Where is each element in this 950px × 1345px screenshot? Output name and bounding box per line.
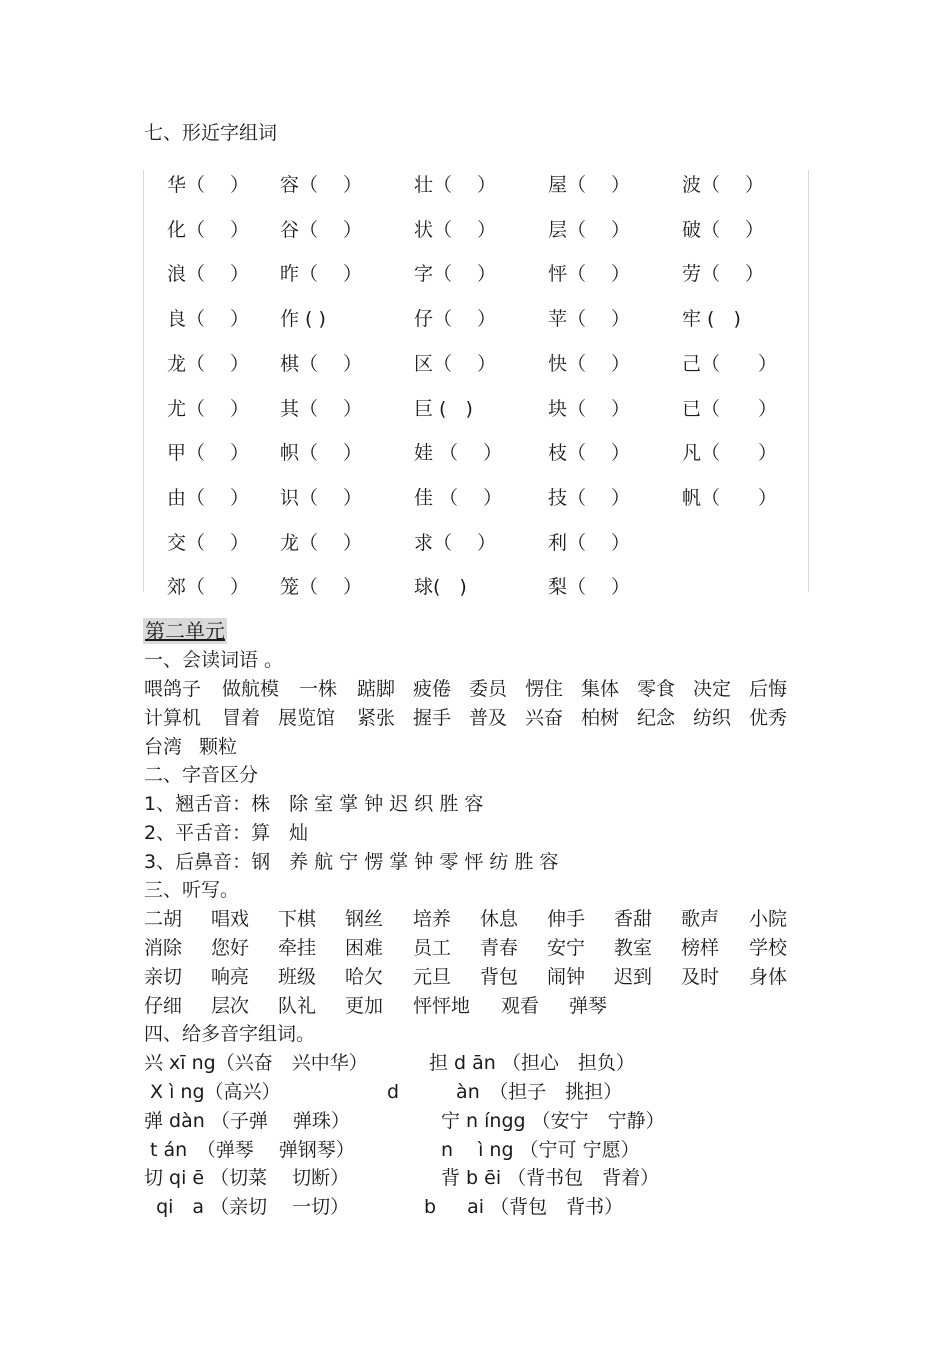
word: 计算机	[144, 707, 202, 729]
word: 仔细	[144, 995, 183, 1017]
grid-cell: 求（ ）	[414, 531, 497, 554]
grid-cell: 怦（ ）	[548, 263, 631, 286]
grid-cell: 化（ ）	[167, 218, 250, 241]
polyphone-left: 弹 dàn （子弹 弹珠）	[144, 1110, 350, 1132]
word-grid	[143, 170, 809, 599]
grid-cell: 龙（ ）	[167, 352, 250, 375]
grid-cell: 己（ ）	[682, 352, 778, 375]
word: 愣住	[525, 678, 564, 700]
word: 柏树	[581, 707, 620, 729]
grid-cell: 状（ ）	[414, 218, 497, 241]
grid-cell: 巨 ( )	[414, 397, 473, 420]
grid-cell: 苹（ ）	[548, 308, 631, 331]
pronunciation-line: 2、平舌音：算 灿	[144, 822, 309, 844]
grid-cell: 棋（ ）	[280, 352, 363, 375]
word: 香甜	[614, 908, 653, 930]
word: 钢丝	[345, 908, 384, 930]
polyphone-right: 宁 n íngg （安宁 宁静）	[441, 1110, 665, 1132]
word: 消除	[144, 937, 183, 959]
word: 紧张	[357, 707, 396, 729]
word: 榜样	[681, 937, 720, 959]
word: 困难	[345, 937, 384, 959]
grid-cell: 破（ ）	[682, 218, 765, 241]
grid-cell: 块（ ）	[548, 397, 631, 420]
grid-cell: 屋（ ）	[548, 174, 631, 196]
word: 您好	[211, 937, 250, 959]
word: 踮脚	[357, 678, 396, 700]
word: 学校	[749, 937, 788, 959]
grid-cell: 区（ ）	[414, 352, 497, 375]
word: 伸手	[547, 908, 586, 930]
subsection-title: 一、会读词语 。	[144, 649, 284, 671]
word: 观看	[501, 995, 540, 1017]
word: 更加	[345, 995, 384, 1017]
word: 优秀	[749, 707, 788, 729]
grid-cell: 帜（ ）	[280, 442, 363, 465]
word: 闹钟	[547, 966, 586, 988]
grid-cell: 华（ ）	[167, 174, 250, 196]
word: 唱戏	[211, 908, 250, 930]
word: 员工	[413, 937, 452, 959]
grid-cell: 由（ ）	[167, 486, 250, 509]
word: 展览馆	[278, 707, 336, 729]
grid-cell: 球( )	[414, 576, 467, 599]
polyphone-left: t án （弹琴 弹钢琴）	[144, 1139, 355, 1161]
word: 握手	[413, 707, 452, 729]
word: 普及	[469, 707, 508, 729]
word: 弹琴	[569, 995, 608, 1017]
word: 迟到	[614, 966, 653, 988]
polyphone-right: b ai （背包 背书）	[424, 1196, 624, 1218]
grid-cell: 龙（ ）	[280, 531, 363, 554]
pronunciation-line: 3、后鼻音：钢 养 航 宁 愣 掌 钟 零 怦 纺 胜 容	[144, 851, 559, 873]
word: 怦怦地	[413, 995, 471, 1017]
grid-cell: 郊（ ）	[167, 576, 250, 599]
word: 颗粒	[199, 736, 238, 758]
grid-cell: 已（ ）	[682, 397, 778, 420]
polyphone-left: 兴 xī ng（兴奋 兴中华）	[144, 1052, 368, 1074]
word: 安宁	[547, 937, 586, 959]
word: 队礼	[278, 995, 317, 1017]
grid-cell: 容（ ）	[280, 174, 363, 196]
word: 决定	[693, 678, 732, 700]
grid-cell: 作 ( )	[280, 308, 326, 331]
grid-cell: 枝（ ）	[548, 442, 631, 465]
word: 身体	[749, 966, 788, 988]
polyphone-right: 背 b ēi （背书包 背着）	[441, 1167, 660, 1189]
grid-cell: 昨（ ）	[280, 263, 363, 286]
word: 二胡	[144, 908, 183, 930]
word: 班级	[278, 966, 317, 988]
polyphone-right: d àn （担子 挑担）	[387, 1081, 623, 1103]
section-title: 七、形近字组词	[144, 122, 278, 144]
word: 歌声	[681, 908, 720, 930]
polyphone-right: 担 d ān （担心 担负）	[429, 1052, 635, 1074]
word: 集体	[581, 678, 620, 700]
word: 后悔	[749, 678, 788, 700]
grid-cell: 甲（ ）	[167, 442, 250, 465]
word: 一株	[299, 678, 338, 700]
word: 喂鸽子	[144, 678, 202, 700]
grid-cell: 其（ ）	[280, 397, 363, 420]
word: 下棋	[278, 908, 317, 930]
word: 牵挂	[278, 937, 317, 959]
grid-cell: 交（ ）	[167, 531, 250, 554]
word: 元旦	[413, 966, 452, 988]
grid-cell: 利（ ）	[548, 531, 631, 554]
grid-cell: 浪（ ）	[167, 263, 250, 286]
word: 及时	[681, 966, 720, 988]
grid-cell: 快（ ）	[548, 352, 631, 375]
grid-cell: 仔（ ）	[414, 308, 497, 331]
unit-title: 第二单元	[145, 619, 225, 643]
grid-cell: 技（ ）	[548, 486, 631, 509]
word: 零食	[637, 678, 676, 700]
word: 培养	[413, 908, 452, 930]
word: 纺织	[693, 707, 732, 729]
word: 纪念	[637, 707, 676, 729]
polyphone-left: X ì ng（高兴）	[144, 1081, 281, 1103]
subsection-title: 三、听写。	[144, 879, 240, 901]
polyphone-left: 切 qi ē （切菜 切断）	[144, 1167, 350, 1189]
word: 做航模	[222, 678, 280, 700]
grid-cell: 良（ ）	[167, 308, 250, 331]
grid-cell: 尤（ ）	[167, 397, 250, 420]
word: 冒着	[222, 707, 261, 729]
grid-cell: 壮（ ）	[414, 174, 497, 196]
grid-cell: 牢 ( )	[682, 308, 741, 331]
pronunciation-line: 1、翘舌音：株 除 室 掌 钟 迟 织 胜 容	[144, 793, 484, 815]
grid-cell: 梨（ ）	[548, 576, 631, 599]
word: 教室	[614, 937, 653, 959]
grid-cell: 层（ ）	[548, 218, 631, 241]
word: 青春	[480, 937, 519, 959]
word: 休息	[480, 908, 519, 930]
word: 兴奋	[525, 707, 564, 729]
grid-cell: 波（ ）	[682, 174, 765, 196]
word: 层次	[211, 995, 250, 1017]
word: 哈欠	[345, 966, 384, 988]
polyphone-left: qi a （亲切 一切）	[144, 1196, 350, 1218]
subsection-title: 四、给多音字组词。	[144, 1023, 316, 1045]
grid-cell: 娃 （ ）	[414, 442, 503, 465]
word: 疲倦	[413, 678, 452, 700]
grid-cell: 字（ ）	[414, 263, 497, 286]
grid-cell: 识（ ）	[280, 486, 363, 509]
grid-cell: 佳 （ ）	[414, 486, 503, 509]
grid-cell: 帆（ ）	[682, 486, 778, 509]
polyphone-right: n ì ng （宁可 宁愿）	[441, 1139, 640, 1161]
subsection-title: 二、字音区分	[144, 764, 259, 786]
word: 亲切	[144, 966, 183, 988]
word: 小院	[749, 908, 788, 930]
grid-cell: 笼（ ）	[280, 576, 363, 599]
word: 台湾	[144, 736, 183, 758]
grid-cell: 凡（ ）	[682, 442, 778, 465]
word: 委员	[469, 678, 508, 700]
word: 背包	[480, 966, 519, 988]
grid-cell: 劳（ ）	[682, 263, 765, 286]
grid-cell: 谷（ ）	[280, 218, 363, 241]
word: 响亮	[211, 966, 250, 988]
